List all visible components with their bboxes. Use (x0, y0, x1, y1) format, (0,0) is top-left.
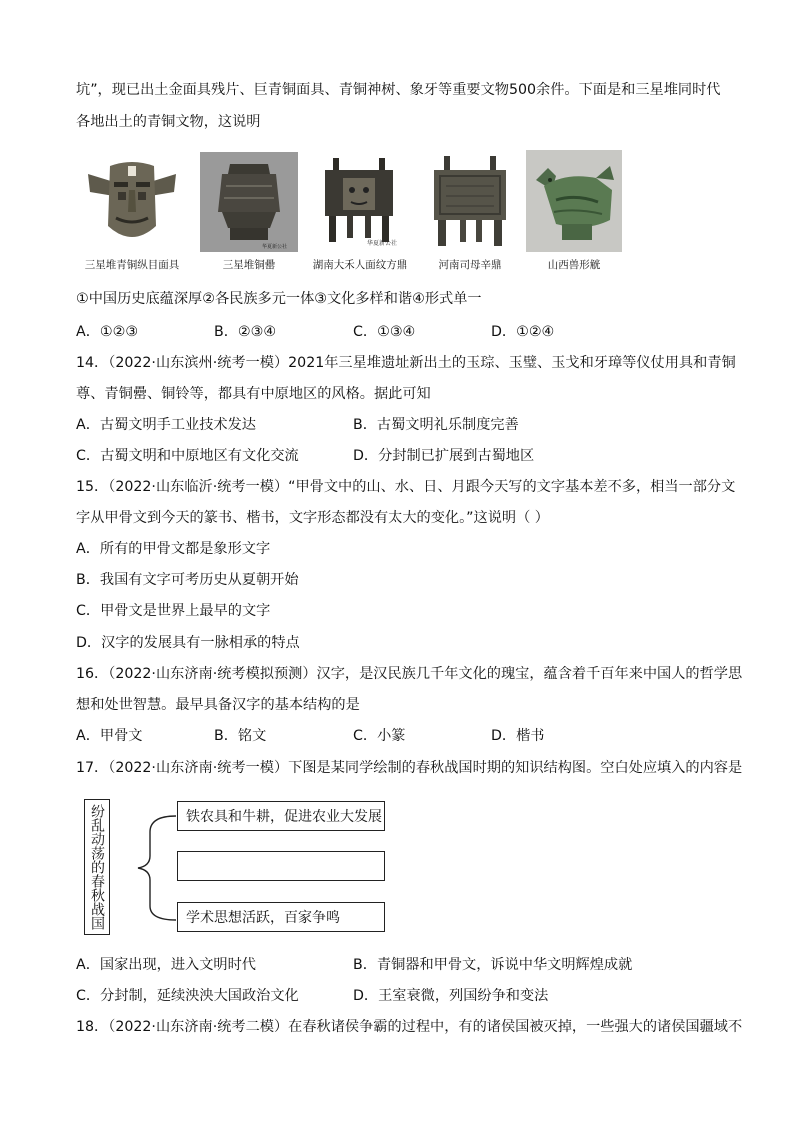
diagram-box-1: 铁农具和牛耕，促进农业大发展 (177, 801, 385, 831)
q14-stem-line-1: 14．（2022·山东滨州·统考一模）2021年三星堆遗址新出土的玉琮、玉璧、玉戈和牙璋等仪仗用具和青铜 (76, 355, 736, 371)
option-a[interactable]: A．国家出现，进入文明时代 (76, 957, 256, 973)
figure-caption-1: 三星堆青铜纵目面具 (84, 259, 180, 271)
q15-stem-line-1: 15．（2022·山东临沂·统考一模）“甲骨文中的山、水、日、月跟今天写的文字基本差不多，相当一部分文 (76, 479, 736, 495)
q16-stem-line-1: 16．（2022·山东济南·统考模拟预测）汉字，是汉民族几千年文化的瑰宝，蕴含着千百年来中国人的哲学思 (76, 666, 743, 682)
diagram-vertical-label: 纷乱动荡的春秋战国 (89, 804, 105, 930)
bronze-lei-vessel-icon (200, 152, 298, 252)
bronze-beast-gong-icon (526, 150, 622, 252)
option-a[interactable]: A．①②③ (76, 324, 139, 340)
option-a[interactable]: A．甲骨文 (76, 728, 143, 744)
option-b[interactable]: B．②③④ (214, 324, 277, 340)
q18-stem-line-1: 18．（2022·山东济南·统考二模）在春秋诸侯争霸的过程中，有的诸侯国被灭掉，一些强大的诸侯国疆域不 (76, 1019, 743, 1035)
option-d[interactable]: D．①②④ (491, 324, 555, 340)
figure-watermark: 华夏新公社 (367, 240, 398, 247)
bronze-mask-icon (80, 152, 184, 252)
option-d[interactable]: D．楷书 (491, 728, 545, 744)
svg-text:华夏新公社: 华夏新公社 (262, 244, 288, 250)
option-c[interactable]: C．①③④ (353, 324, 416, 340)
figure-caption-2: 三星堆铜罍 (222, 259, 276, 271)
option-d[interactable]: D．王室衰微，列国纷争和变法 (353, 988, 549, 1004)
q13-statements: ①中国历史底蕴深厚②各民族多元一体③文化多样和谐④形式单一 (76, 291, 482, 307)
q15-option-c[interactable]: C．甲骨文是世界上最早的文字 (76, 603, 271, 619)
diagram-brace (120, 800, 180, 936)
option-b[interactable]: B．古蜀文明礼乐制度完善 (353, 417, 519, 433)
diagram-box-3: 学术思想活跃，百家争鸣 (177, 902, 385, 932)
option-c[interactable]: C．古蜀文明和中原地区有文化交流 (76, 448, 299, 464)
figure-caption-4: 河南司母辛鼎 (438, 259, 502, 271)
intro-line-2: 各地出土的青铜文物，这说明 (76, 114, 261, 130)
option-d[interactable]: D．分封制已扩展到古蜀地区 (353, 448, 535, 464)
q15-stem-line-2: 字从甲骨文到今天的篆书、楷书，文字形态都没有太大的变化。”这说明（ ） (76, 510, 549, 526)
option-c[interactable]: C．分封制，延续泱泱大国政治文化 (76, 988, 299, 1004)
figure-caption-3: 湖南大禾人面纹方鼎 (312, 259, 408, 271)
q16-stem-line-2: 想和处世智慧。最早具备汉字的基本结构的是 (76, 697, 360, 713)
q17-stem-line-1: 17．（2022·山东济南·统考一模）下图是某同学绘制的春秋战国时期的知识结构图。空白处应填入的内容是 (76, 760, 743, 776)
diagram-vertical-label-box (84, 799, 110, 935)
q15-option-b[interactable]: B．我国有文字可考历史从夏朝开始 (76, 572, 299, 588)
option-a[interactable]: A．古蜀文明手工业技术发达 (76, 417, 256, 433)
bronze-square-ding-icon (420, 152, 520, 252)
q15-option-d[interactable]: D．汉字的发展具有一脉相承的特点 (76, 635, 300, 651)
q15-option-a[interactable]: A．所有的甲骨文都是象形文字 (76, 541, 271, 557)
option-c[interactable]: C．小篆 (353, 728, 406, 744)
bronze-face-ding-icon (305, 152, 413, 252)
intro-line-1: 坑”，现已出土金面具残片、巨青铜面具、青铜神树、象牙等重要文物500余件。下面是和三星堆同时代 (76, 82, 721, 98)
diagram-box-blank[interactable] (177, 851, 385, 881)
q14-stem-line-2: 尊、青铜罍、铜铃等，都具有中原地区的风格。据此可知 (76, 386, 431, 402)
option-b[interactable]: B．青铜器和甲骨文，诉说中华文明辉煌成就 (353, 957, 633, 973)
figure-caption-5: 山西兽形觥 (547, 259, 601, 271)
option-b[interactable]: B．铭文 (214, 728, 267, 744)
